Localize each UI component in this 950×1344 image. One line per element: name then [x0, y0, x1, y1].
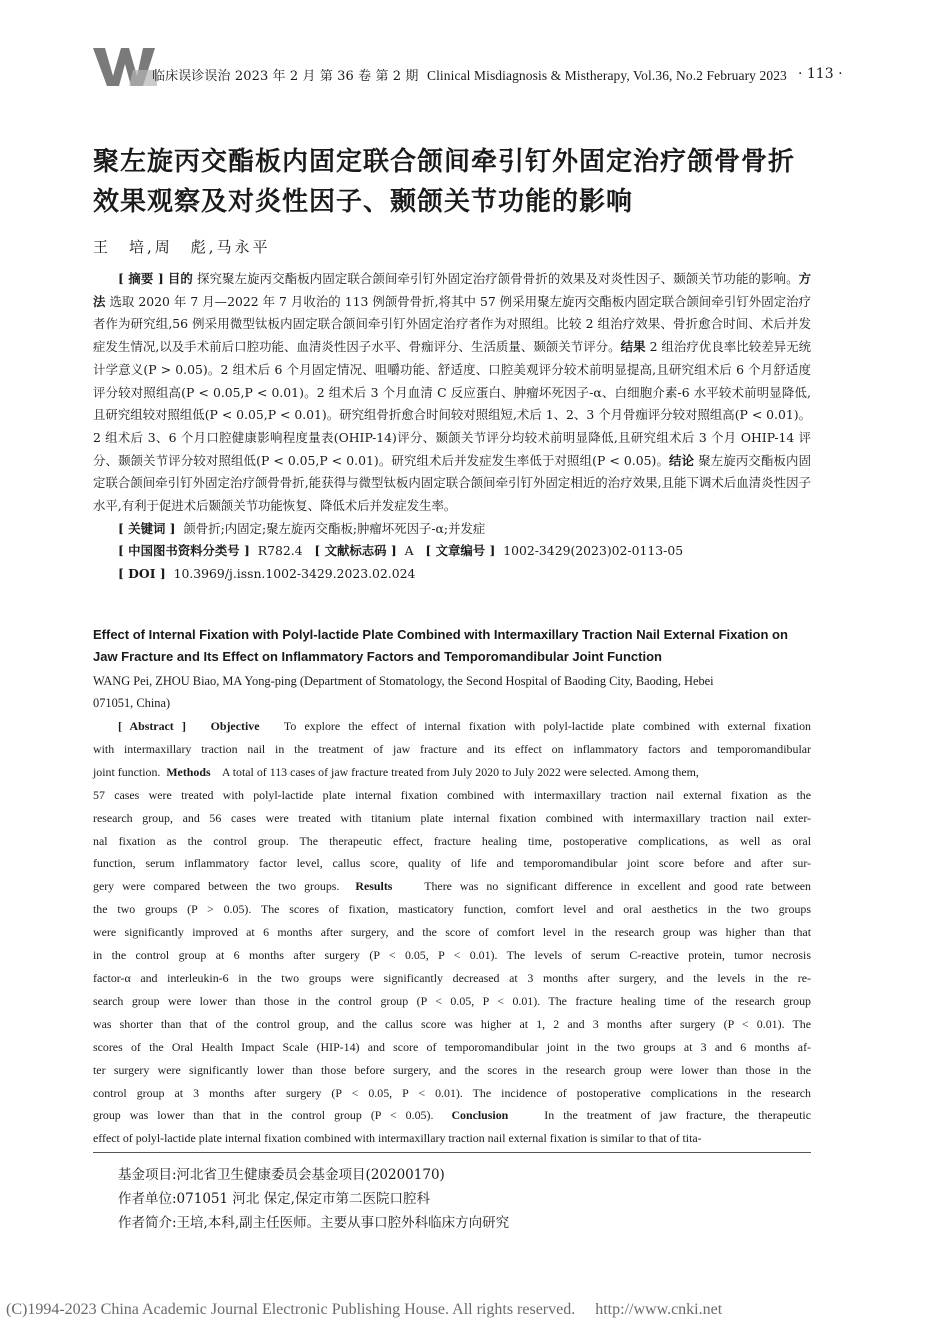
results-label-cn: 结果 [620, 339, 646, 355]
footnote-affiliation: 作者单位:071051 河北 保定,保定市第二医院口腔科 [118, 1191, 430, 1207]
keywords [93, 518, 811, 541]
abstract-en-line: 57 cases were treated with polyl-lactide plate internal fixation combined with intermaxillary traction nail external fixation as the [93, 787, 811, 802]
abstract-en-text: In the treatment of jaw fracture, the therapeutic [544, 1108, 811, 1123]
abstract-en-line: search group were lower than those in the control group (P < 0.05, P < 0.01). The fracture healing time of the research group [93, 993, 811, 1008]
abstract-en-line [93, 875, 811, 898]
abstract-en-text: To explore the effect of internal fixation with polyl-lactide plate combined with external fixation [283, 719, 811, 733]
title-en [93, 624, 813, 668]
clc-label: [ 中国图书资料分类号 ] [118, 543, 250, 559]
abstract-en-text: gery were compared between the two groups. [93, 879, 340, 894]
abstract-en-text: There was no significant difference in excellent and good rate between [424, 879, 811, 894]
abstract-cn-body [93, 268, 811, 518]
abstract-en-text: group was lower than that in the control group (P < 0.05). [93, 1108, 434, 1123]
journal-name-cn: 临床误诊误治 2023 年 2 月 第 36 卷 第 2 期 [152, 69, 419, 84]
article-number-value: 1002-3429(2023)02-0113-05 [503, 543, 684, 559]
abstract-en-line: with intermaxillary traction nail in the treatment of jaw fracture and its effect on inflammatory factors and temporomandibular [93, 741, 811, 756]
doc-code-value: A [404, 543, 414, 559]
title-cn-line-2: 效果观察及对炎性因子、颞颌关节功能的影响 [93, 187, 634, 217]
abstract-en-line: control group at 3 months after surgery (P < 0.05, P < 0.01). The incidence of postoperative complications in the research [93, 1085, 811, 1100]
abstract-en-line: was shorter than that of the control group, and the callus score was higher at 1, 2 and 3 months after surgery (P < 0.01). The [93, 1016, 811, 1031]
abstract-en-label: [ Abstract ] [118, 719, 186, 733]
objective-text-cn: 探究聚左旋丙交酯板内固定联合颌间牵引钉外固定治疗颌骨骨折的效果及对炎性因子、颞颌关节功能的影响。 [196, 271, 799, 286]
conclusion-label-en: Conclusion [451, 1108, 509, 1123]
footnote-divider [93, 1152, 811, 1153]
conclusion-text-cn: 聚左旋丙交酯板内固定联合颌间牵引钉外固定治疗颌骨骨折,能获得与微型钛板内固定联合颌间牵引钉外固定相近的治疗效果,且能下调术后血清炎性因子水平,有利于促进术后颞颌关节功能恢复、降低术后并发症发生率。 [93, 452, 811, 514]
abstract-en-line [93, 1104, 811, 1127]
title-en-line-2: Jaw Fracture and Its Effect on Inflammatory Factors and Temporomandibular Joint Function [93, 649, 662, 664]
doi-value[interactable]: 10.3969/j.issn.1002-3429.2023.02.024 [173, 566, 416, 582]
classification [93, 540, 811, 563]
abstract-en-line: effect of polyl-lactide plate internal fixation combined with intermaxillary traction nail external fixation is similar to that of tita- [93, 1131, 702, 1146]
journal-name-en: Clinical Misdiagnosis & Mistherapy, Vol.36, No.2 February 2023 [426, 68, 787, 83]
page-number: · 113 · [798, 66, 843, 82]
footnote-funding: 基金项目:河北省卫生健康委员会基金项目(20200170) [118, 1167, 445, 1183]
doi-label: [ DOI ] [118, 566, 166, 582]
abstract-en-line: nal fixation as the control group. The therapeutic effect, fracture healing time, postoperative complications, as well as oral [93, 833, 811, 848]
copyright-notice: (C)1994-2023 China Academic Journal Electronic Publishing House. All rights reserved. http://www.cnki.net [6, 1301, 723, 1318]
abstract-en [93, 715, 811, 1150]
abstract-en-line [93, 715, 811, 738]
clc-value: R782.4 [257, 543, 303, 559]
methods-label-en: Methods [166, 764, 211, 779]
article-number-label: [ 文章编号 ] [425, 543, 496, 559]
title-en-line-1: Effect of Internal Fixation with Polyl-lactide Plate Combined with Intermaxillary Traction Nail External Fixation on [93, 627, 788, 642]
abstract-cn-label: [ 摘要 ] [118, 271, 164, 286]
abstract-en-text: joint function. [93, 764, 161, 779]
doi [93, 563, 811, 586]
abstract-en-line: research group, and 56 cases were treated with titanium plate internal fixation combined with intermaxillary traction nail exter- [93, 810, 811, 825]
conclusion-label-cn: 结论 [669, 452, 695, 468]
authors-en-line-2: 071051, China) [93, 696, 171, 710]
objective-label-en: Objective [210, 719, 260, 733]
abstract-cn [93, 268, 811, 586]
abstract-en-line: were significantly improved at 6 months after surgery, and the score of comfort level in the research group was higher than that [93, 925, 811, 940]
abstract-en-line: scores of the Oral Health Impact Scale (HIP-14) and score of temporomandibular joint in the two groups at 3 and 6 months af- [93, 1039, 811, 1054]
abstract-en-line: function, serum inflammatory factor level, callus score, quality of life and temporomandibular joint score before and after sur- [93, 856, 811, 871]
authors-en-line-1: WANG Pei, ZHOU Biao, MA Yong-ping (Department of Stomatology, the Second Hospital of Baoding City, Baoding, Hebei [93, 674, 714, 688]
journal-logo-icon [93, 46, 157, 88]
title-cn-line-1: 聚左旋丙交酯板内固定联合颌间牵引钉外固定治疗颌骨骨折 [93, 147, 796, 177]
objective-label-cn: 目的 [167, 271, 193, 286]
methods-label-cn: 方法 [93, 271, 812, 309]
results-text-cn: 2 组治疗优良率比较差异无统计学意义(P > 0.05)。2 组术后 6 个月固定情况、咀嚼功能、舒适度、口腔美观评分较术前明显提高,且研究组术后 6 个月舒适度评分较对照组高(P < 0.05,P < 0.01)。2 组术后 3 个月血清 C 反应蛋白、肿瘤坏死因子-α、白细胞介素-6 水平较术前明显降低,且研究组较对照组低(P < 0.05,P < 0.01)。研究组骨折愈合时间较对照组短,术后 1、2、3 个月骨痂评分较对照组高(P < 0.01)。2 组术后 3、6 个月口腔健康影响程度量表(OHIP-14)评分、颞颌关节评分均较术前明显降低,且研究组术后 3 个月 OHIP-14 评分、颞颌关节评分较对照组低(P < 0.05,P < 0.01)。研究组术后并发症发生率低于对照组(P < 0.05)。 [93, 339, 811, 468]
abstract-en-line: the two groups (P > 0.05). The scores of fixation, masticatory function, comfort level and oral aesthetics in the two groups [93, 902, 811, 917]
authors-en [93, 670, 813, 714]
footnote-author-bio: 作者简介:王培,本科,副主任医师。主要从事口腔外科临床方向研究 [118, 1215, 510, 1231]
abstract-en-line: ter surgery were significantly lower than those before surgery, and the scores in the research group were lower than those in the [93, 1062, 811, 1077]
keywords-text: 颌骨折;内固定;聚左旋丙交酯板;肿瘤坏死因子-α;并发症 [183, 520, 486, 536]
authors-cn: 王 培,周 彪,马永平 [93, 238, 271, 256]
abstract-en-line: in the control group at 6 months after surgery (P < 0.05, P < 0.01). The levels of serum C-reactive protein, tumor necrosis [93, 948, 811, 963]
doc-code-label: [ 文献标志码 ] [314, 543, 397, 559]
abstract-en-line [93, 761, 811, 784]
methods-text-cn: 选取 2020 年 7 月—2022 年 7 月收治的 113 例颌骨骨折,将其中 57 例采用聚左旋丙交酯板内固定联合颌间牵引钉外固定治疗者作为研究组,56 例采用微型钛板内固定联合颌间牵引钉外固定治疗者作为对照组。比较 2 组治疗效果、骨折愈合时间、术后并发症发生情况,以及手术前后口腔功能、血清炎性因子水平、骨痂评分、生活质量、颞颌关节评分。 [93, 293, 811, 355]
abstract-en-line: factor-α and interleukin-6 in the two groups were significantly decreased at 3 months after surgery, and the levels in the re- [93, 970, 811, 985]
abstract-en-text: A total of 113 cases of jaw fracture treated from July 2020 to July 2022 were selected. Among them, [221, 764, 699, 779]
results-label-en: Results [355, 879, 393, 894]
keywords-label: [ 关键词 ] [118, 520, 176, 536]
running-header [152, 65, 787, 84]
